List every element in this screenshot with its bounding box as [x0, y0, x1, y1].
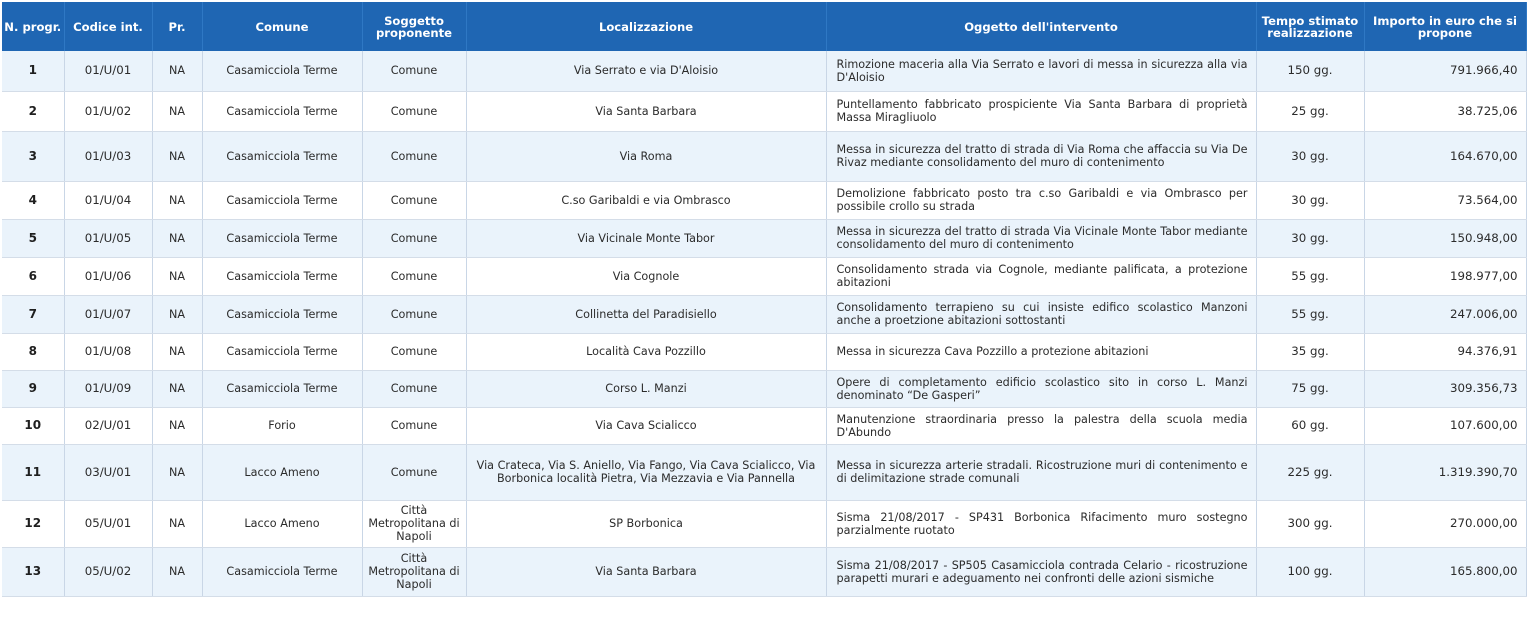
- cell-comune: Casamicciola Terme: [202, 547, 362, 596]
- cell-soggetto: Comune: [362, 444, 466, 500]
- cell-oggetto: Sisma 21/08/2017 - SP431 Borbonica Rifacimento muro sostegno parzialmente ruotato: [826, 500, 1256, 547]
- cell-importo: 150.948,00: [1364, 219, 1526, 257]
- table-row: [2, 500, 1526, 547]
- cell-soggetto: Comune: [362, 219, 466, 257]
- cell-tempo: 60 gg.: [1256, 407, 1364, 444]
- cell-importo: 73.564,00: [1364, 181, 1526, 219]
- cell-codice: 03/U/01: [64, 444, 152, 500]
- header-tempo: Tempo stimato realizzazione: [1256, 2, 1364, 51]
- cell-comune: Forio: [202, 407, 362, 444]
- cell-importo: 38.725,06: [1364, 91, 1526, 131]
- cell-n: 11: [2, 444, 64, 500]
- cell-oggetto: Sisma 21/08/2017 - SP505 Casamicciola contrada Celario - ricostruzione parapetti murari e adeguamento nei confronti delle azioni sismiche: [826, 547, 1256, 596]
- table-row: [2, 295, 1526, 333]
- cell-codice: 01/U/03: [64, 131, 152, 181]
- table-row: [2, 407, 1526, 444]
- cell-localizzazione: Via Cava Scialicco: [466, 407, 826, 444]
- cell-soggetto: Comune: [362, 91, 466, 131]
- cell-pr: NA: [152, 333, 202, 370]
- cell-soggetto: Città Metropolitana di Napoli: [362, 500, 466, 547]
- cell-pr: NA: [152, 51, 202, 91]
- cell-importo: 107.600,00: [1364, 407, 1526, 444]
- cell-tempo: 30 gg.: [1256, 131, 1364, 181]
- header-localizzazione: Localizzazione: [466, 2, 826, 51]
- cell-codice: 01/U/01: [64, 51, 152, 91]
- table-row: [2, 257, 1526, 295]
- cell-tempo: 55 gg.: [1256, 257, 1364, 295]
- cell-localizzazione: Località Cava Pozzillo: [466, 333, 826, 370]
- cell-oggetto: Messa in sicurezza del tratto di strada di Via Roma che affaccia su Via De Rivaz mediante consolidamento del muro di contenimento: [826, 131, 1256, 181]
- cell-soggetto: Comune: [362, 131, 466, 181]
- cell-importo: 164.670,00: [1364, 131, 1526, 181]
- cell-soggetto: Comune: [362, 257, 466, 295]
- cell-comune: Casamicciola Terme: [202, 370, 362, 407]
- cell-importo: 94.376,91: [1364, 333, 1526, 370]
- cell-pr: NA: [152, 219, 202, 257]
- cell-importo: 247.006,00: [1364, 295, 1526, 333]
- cell-n: 1: [2, 51, 64, 91]
- cell-pr: NA: [152, 181, 202, 219]
- table-row: [2, 444, 1526, 500]
- cell-codice: 01/U/05: [64, 219, 152, 257]
- cell-tempo: 75 gg.: [1256, 370, 1364, 407]
- header-oggetto: Oggetto dell'intervento: [826, 2, 1256, 51]
- cell-localizzazione: Via Serrato e via D'Aloisio: [466, 51, 826, 91]
- cell-tempo: 300 gg.: [1256, 500, 1364, 547]
- cell-localizzazione: C.so Garibaldi e via Ombrasco: [466, 181, 826, 219]
- cell-tempo: 100 gg.: [1256, 547, 1364, 596]
- cell-comune: Casamicciola Terme: [202, 257, 362, 295]
- cell-n: 6: [2, 257, 64, 295]
- cell-pr: NA: [152, 91, 202, 131]
- cell-pr: NA: [152, 295, 202, 333]
- cell-comune: Casamicciola Terme: [202, 295, 362, 333]
- cell-oggetto: Messa in sicurezza Cava Pozzillo a protezione abitazioni: [826, 333, 1256, 370]
- cell-soggetto: Città Metropolitana di Napoli: [362, 547, 466, 596]
- cell-oggetto: Demolizione fabbricato posto tra c.so Garibaldi e via Ombrasco per possibile crollo su strada: [826, 181, 1256, 219]
- cell-oggetto: Messa in sicurezza del tratto di strada Via Vicinale Monte Tabor mediante consolidamento del muro di contenimento: [826, 219, 1256, 257]
- cell-tempo: 30 gg.: [1256, 219, 1364, 257]
- cell-localizzazione: Via Santa Barbara: [466, 547, 826, 596]
- header-n-progr: N. progr.: [2, 2, 64, 51]
- cell-soggetto: Comune: [362, 333, 466, 370]
- table-row: [2, 370, 1526, 407]
- cell-oggetto: Manutenzione straordinaria presso la palestra della scuola media D'Abundo: [826, 407, 1256, 444]
- cell-localizzazione: Via Crateca, Via S. Aniello, Via Fango, Via Cava Scialicco, Via Borbonica località Pietra, Via Mezzavia e Via Pannella: [466, 444, 826, 500]
- cell-codice: 01/U/04: [64, 181, 152, 219]
- table-row: [2, 51, 1526, 91]
- cell-codice: 01/U/07: [64, 295, 152, 333]
- cell-codice: 05/U/02: [64, 547, 152, 596]
- cell-codice: 02/U/01: [64, 407, 152, 444]
- cell-comune: Casamicciola Terme: [202, 51, 362, 91]
- cell-comune: Lacco Ameno: [202, 500, 362, 547]
- cell-n: 9: [2, 370, 64, 407]
- cell-oggetto: Messa in sicurezza arterie stradali. Ricostruzione muri di contenimento e di delimitazione strade comunali: [826, 444, 1256, 500]
- cell-n: 10: [2, 407, 64, 444]
- cell-oggetto: Rimozione maceria alla Via Serrato e lavori di messa in sicurezza alla via D'Aloisio: [826, 51, 1256, 91]
- cell-tempo: 35 gg.: [1256, 333, 1364, 370]
- cell-n: 12: [2, 500, 64, 547]
- cell-soggetto: Comune: [362, 407, 466, 444]
- cell-soggetto: Comune: [362, 295, 466, 333]
- table-row: [2, 333, 1526, 370]
- cell-n: 7: [2, 295, 64, 333]
- cell-tempo: 55 gg.: [1256, 295, 1364, 333]
- cell-codice: 05/U/01: [64, 500, 152, 547]
- cell-localizzazione: Collinetta del Paradisiello: [466, 295, 826, 333]
- table-row: [2, 91, 1526, 131]
- cell-oggetto: Opere di completamento edificio scolastico sito in corso L. Manzi denominato “De Gasperi”: [826, 370, 1256, 407]
- cell-comune: Casamicciola Terme: [202, 91, 362, 131]
- cell-n: 3: [2, 131, 64, 181]
- cell-oggetto: Puntellamento fabbricato prospiciente Via Santa Barbara di proprietà Massa Miragliuolo: [826, 91, 1256, 131]
- cell-localizzazione: Via Vicinale Monte Tabor: [466, 219, 826, 257]
- cell-importo: 270.000,00: [1364, 500, 1526, 547]
- cell-tempo: 150 gg.: [1256, 51, 1364, 91]
- cell-comune: Lacco Ameno: [202, 444, 362, 500]
- table-row: [2, 219, 1526, 257]
- cell-n: 4: [2, 181, 64, 219]
- header-pr: Pr.: [152, 2, 202, 51]
- cell-pr: NA: [152, 500, 202, 547]
- cell-pr: NA: [152, 407, 202, 444]
- table-row: [2, 547, 1526, 596]
- table-row: [2, 181, 1526, 219]
- cell-codice: 01/U/02: [64, 91, 152, 131]
- cell-n: 5: [2, 219, 64, 257]
- header-row: [2, 2, 1526, 51]
- cell-comune: Casamicciola Terme: [202, 181, 362, 219]
- cell-oggetto: Consolidamento terrapieno su cui insiste edifico scolastico Manzoni anche a proetzione abitazioni sottostanti: [826, 295, 1256, 333]
- cell-pr: NA: [152, 547, 202, 596]
- cell-soggetto: Comune: [362, 370, 466, 407]
- cell-importo: 309.356,73: [1364, 370, 1526, 407]
- cell-tempo: 25 gg.: [1256, 91, 1364, 131]
- cell-importo: 791.966,40: [1364, 51, 1526, 91]
- cell-importo: 198.977,00: [1364, 257, 1526, 295]
- cell-pr: NA: [152, 370, 202, 407]
- cell-localizzazione: Via Roma: [466, 131, 826, 181]
- cell-n: 13: [2, 547, 64, 596]
- cell-localizzazione: Via Santa Barbara: [466, 91, 826, 131]
- interventi-table: [2, 2, 1527, 597]
- cell-comune: Casamicciola Terme: [202, 131, 362, 181]
- cell-codice: 01/U/06: [64, 257, 152, 295]
- table-row: [2, 131, 1526, 181]
- cell-localizzazione: Via Cognole: [466, 257, 826, 295]
- cell-tempo: 30 gg.: [1256, 181, 1364, 219]
- cell-importo: 1.319.390,70: [1364, 444, 1526, 500]
- header-codice-int: Codice int.: [64, 2, 152, 51]
- cell-tempo: 225 gg.: [1256, 444, 1364, 500]
- cell-comune: Casamicciola Terme: [202, 219, 362, 257]
- cell-importo: 165.800,00: [1364, 547, 1526, 596]
- cell-codice: 01/U/09: [64, 370, 152, 407]
- header-soggetto: Soggetto proponente: [362, 2, 466, 51]
- cell-pr: NA: [152, 257, 202, 295]
- cell-localizzazione: SP Borbonica: [466, 500, 826, 547]
- header-comune: Comune: [202, 2, 362, 51]
- cell-soggetto: Comune: [362, 51, 466, 91]
- cell-pr: NA: [152, 444, 202, 500]
- cell-comune: Casamicciola Terme: [202, 333, 362, 370]
- cell-oggetto: Consolidamento strada via Cognole, mediante palificata, a protezione abitazioni: [826, 257, 1256, 295]
- cell-pr: NA: [152, 131, 202, 181]
- cell-localizzazione: Corso L. Manzi: [466, 370, 826, 407]
- header-importo: Importo in euro che si propone: [1364, 2, 1526, 51]
- cell-codice: 01/U/08: [64, 333, 152, 370]
- cell-soggetto: Comune: [362, 181, 466, 219]
- cell-n: 8: [2, 333, 64, 370]
- cell-n: 2: [2, 91, 64, 131]
